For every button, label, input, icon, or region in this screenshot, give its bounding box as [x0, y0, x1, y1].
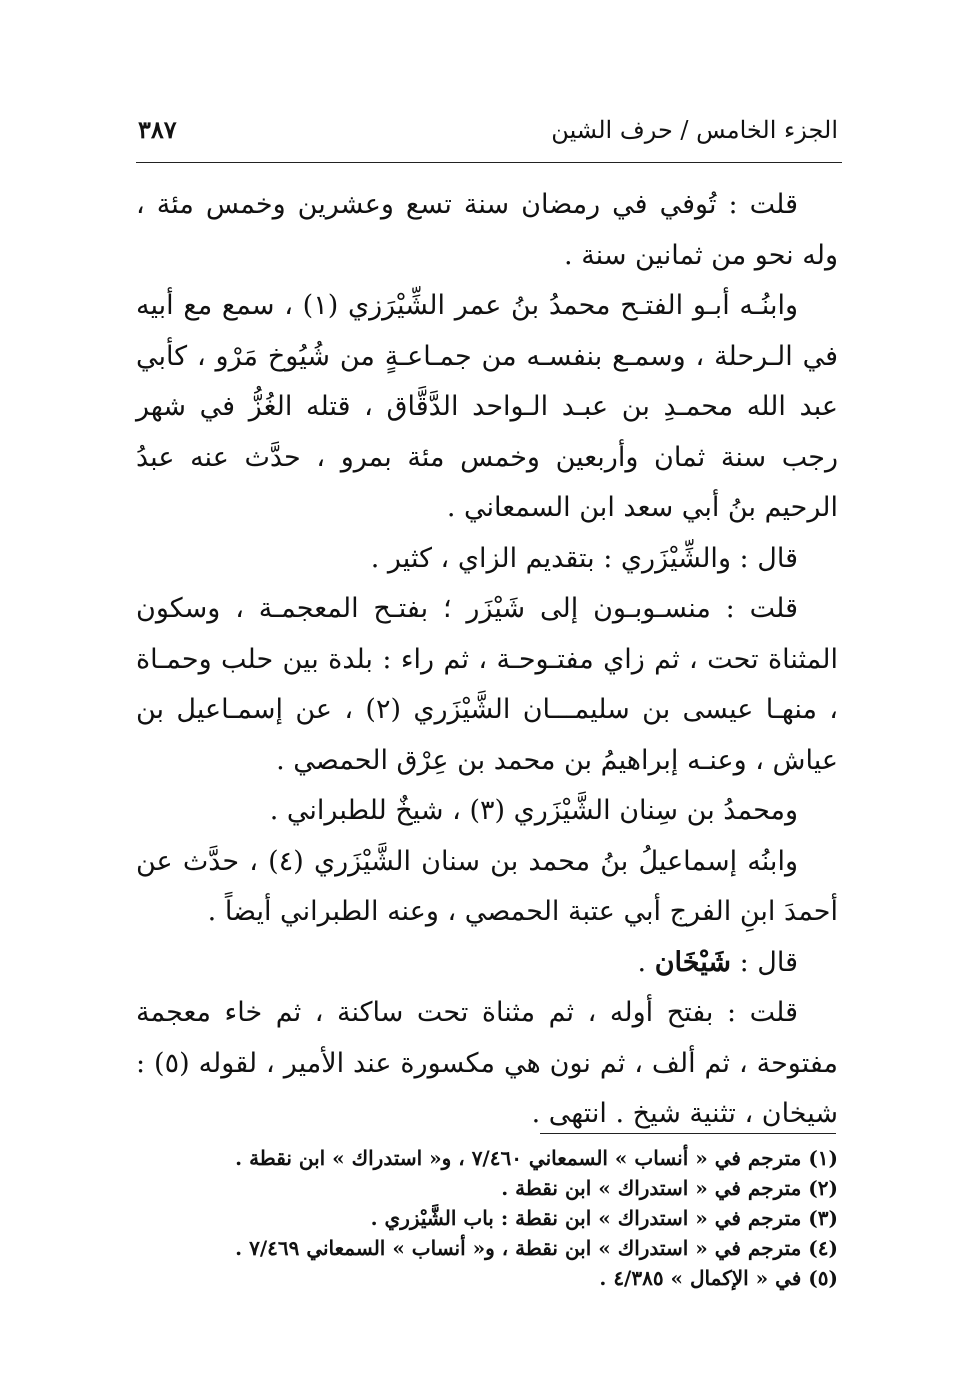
- footnote-3: (٣) مترجم في « استدراك » ابن نقطة : باب الشَّيْزري .: [370, 1206, 838, 1230]
- footnote-2: (٢) مترجم في « استدراك » ابن نقطة .: [501, 1176, 838, 1200]
- paragraph-7-prefix: قال :: [730, 946, 798, 978]
- footnotes: [136, 1143, 838, 1293]
- entry-heading: شَيْخَان: [654, 946, 731, 978]
- running-header-title: الجزء الخامس / حرف الشين: [551, 116, 838, 144]
- footnote-rule: [540, 1133, 836, 1134]
- footnote-1: (١) مترجم في « أنساب » السمعاني ٧/٤٦٠ ، و« استدراك » ابن نقطة .: [235, 1146, 838, 1170]
- paragraph-1: قلت : تُوفي في رمضان سنة تسع وعشرين وخمس مئة ، وله نحو من ثمانين سنة .: [136, 189, 838, 271]
- paragraph-7: [136, 938, 838, 989]
- page-number: ٣٨٧: [138, 115, 177, 144]
- paragraph-8: قلت : بفتح أوله ، ثم مثناة تحت ساكنة ، ثم خاء معجمة مفتوحة ، ثم ألف ، ثم نون هي مكسورة عند الأمير ، لقوله (٥) : شيخان ، تثنية شيخ . انتهى .: [136, 997, 838, 1129]
- footnote-5: (٥) في « الإكمال » ٤/٣٨٥ .: [599, 1266, 838, 1290]
- paragraph-7-suffix: .: [637, 946, 655, 978]
- header-rule: [136, 162, 842, 163]
- paragraph-4: قلت : منسـوبـون إلى شَيْزَر ؛ بفتـح المعجمـة ، وسكون المثناة تحت ، ثم زاي مفتـوحـة ، ثم راء : بلدة بين حلب وحمـاة ، منهـا عيسى بن سليمـــان الشَّيْزَري (٢) ، عن إسمـاعيل بن عياش ، وعنـه إبراهيمُ بن محمد بن عِرْق الحمصي .: [136, 593, 838, 776]
- paragraph-6: وابنُه إسماعيلُ بنُ محمد بن سنان الشَّيْزَري (٤) ، حدَّث عن أحمدَ ابنِ الفرج أبي عتبة الحمصي ، وعنه الطبراني أيضاً .: [136, 845, 838, 927]
- paragraph-5: ومحمدُ بن سِنان الشَّيْزَري (٣) ، شيخٌ للطبراني .: [269, 795, 798, 826]
- footnote-4: (٤) مترجم في « استدراك » ابن نقطة ، و« أنساب » السمعاني ٧/٤٦٩ .: [235, 1236, 838, 1260]
- paragraph-2: وابنُـه أبـو الفتـح محمدُ بنُ عمر الشِّيْرَزي (١) ، سمع مع أبيه في الـرحلة ، وسمـع بنفسـه من جمـاعـةٍ من شُيُوخ مَرْو ، كأبي عبد الله محمـدِ بن عبـد الـواحد الدَّقَّاق ، قتله الغُزُّ في شهر رجب سنة ثمان وأربعين وخمس مئة بمرو ، حدَّث عنه عبدُ الرحيم بنُ أبي سعد ابن السمعاني .: [136, 290, 838, 523]
- paragraph-3: قال : والشِّيْزَري : بتقديم الزاي ، كثير .: [370, 542, 798, 574]
- main-text: [136, 180, 838, 1140]
